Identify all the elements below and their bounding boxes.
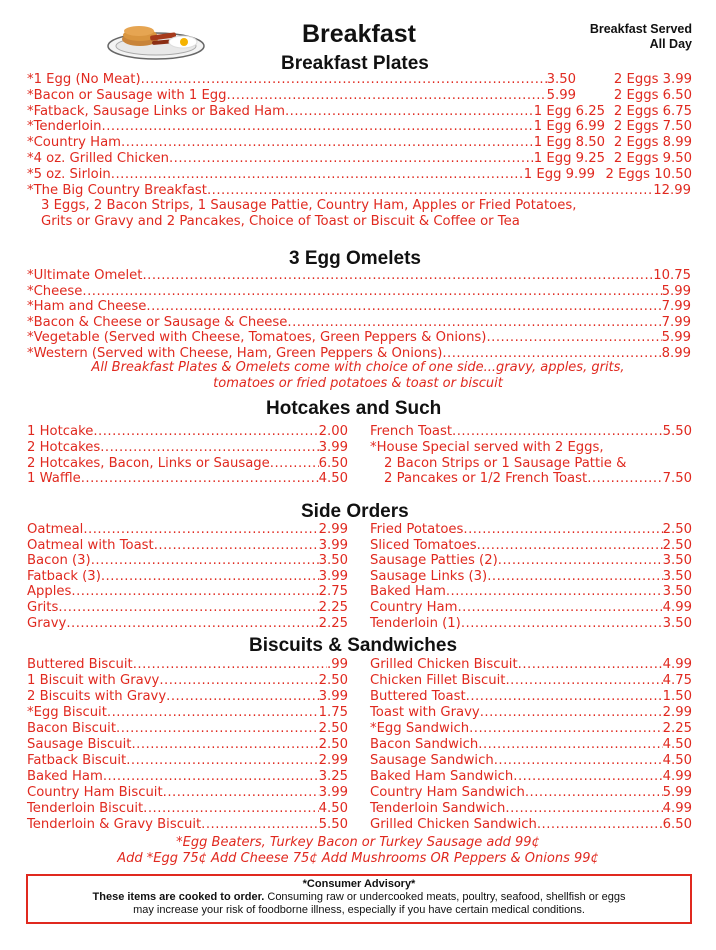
leader-dots <box>466 689 663 705</box>
plate-item-2-eggs-price: 2 Eggs 8.99 <box>613 135 692 151</box>
leader-dots <box>93 424 318 440</box>
leader-dots <box>66 616 318 632</box>
item-name: Country Ham Biscuit <box>27 785 163 800</box>
plate-item-2-eggs-price: 2 Eggs 10.50 <box>605 166 692 182</box>
item-price: 3.99 <box>318 689 348 704</box>
item-price: 1 Egg 9.99 <box>523 166 595 182</box>
leader-dots <box>463 522 662 538</box>
leader-dots <box>103 769 319 785</box>
biscuits-note-2: Add *Egg 75¢ Add Cheese 75¢ Add Mushrooms OR Peppers & Onions 99¢ <box>117 851 599 866</box>
leader-dots <box>587 471 662 487</box>
item-price: 5.99 <box>661 330 691 346</box>
served-note <box>590 22 692 52</box>
house-special-line-1: *House Special served with 2 Eggs, <box>370 440 604 455</box>
advisory-text1: Consuming raw or undercooked meats, poultry, seafood, shellfish or eggs <box>264 891 626 903</box>
item-name: 1 Biscuit with Gravy <box>27 673 160 688</box>
side-item <box>27 616 348 632</box>
leader-dots <box>107 705 319 721</box>
side-item <box>27 553 348 569</box>
biscuit-item <box>27 817 348 833</box>
item-price: 2.50 <box>662 522 692 537</box>
french-toast-item <box>370 424 692 440</box>
consumer-advisory <box>26 874 692 924</box>
leader-dots <box>285 104 534 120</box>
item-name: Country Ham Sandwich <box>370 785 525 800</box>
item-name: 2 Hotcakes, Bacon, Links or Sausage <box>27 455 270 471</box>
item-name: Baked Ham <box>370 584 446 600</box>
biscuit-item <box>27 689 348 705</box>
item-name: *Fatback, Sausage Links or Baked Ham <box>27 103 285 119</box>
house-special-line-2: 2 Bacon Strips or 1 Sausage Pattie & <box>384 455 627 471</box>
side-item <box>27 569 348 585</box>
biscuit-item <box>27 737 348 753</box>
item-price: 1 Egg 6.99 <box>533 119 605 135</box>
item-price: 4.50 <box>318 471 348 487</box>
leader-dots <box>270 456 319 472</box>
item-name: Bacon Sandwich <box>370 737 479 752</box>
item-price: 7.99 <box>661 299 691 315</box>
hotcake-item <box>27 440 348 456</box>
side-item <box>370 569 692 585</box>
item-price: 6.50 <box>662 817 692 832</box>
item-name: Oatmeal with Toast <box>27 537 154 553</box>
item-name: Fatback (3) <box>27 568 101 584</box>
item-name: *Cheese <box>27 283 83 299</box>
item-name: French Toast <box>370 424 453 439</box>
leader-dots <box>457 600 662 616</box>
house-special-line-3 <box>384 471 692 487</box>
side-item <box>27 538 348 554</box>
leader-dots <box>131 737 318 753</box>
item-name: Chicken Fillet Biscuit <box>370 673 506 688</box>
item-name: 2 Pancakes or 1/2 French Toast <box>384 471 588 487</box>
item-price: 2.25 <box>662 721 692 736</box>
leader-dots <box>166 689 318 705</box>
item-name: Buttered Toast <box>370 689 466 704</box>
item-price: 5.50 <box>662 424 692 439</box>
item-name: *Ham and Cheese <box>27 299 147 315</box>
item-name: *5 oz. Sirloin <box>27 166 111 182</box>
biscuit-item <box>27 753 348 769</box>
plate-item-2-eggs-price: 2 Eggs 6.50 <box>613 87 692 103</box>
item-price: 5.99 <box>661 283 691 299</box>
item-price: 4.50 <box>318 801 348 816</box>
leader-dots <box>143 801 318 817</box>
sandwich-item <box>370 737 692 753</box>
biscuit-item <box>27 705 348 721</box>
item-price: 2.50 <box>318 737 348 752</box>
item-name: *Western (Served with Cheese, Ham, Green Peppers & Onions) <box>27 346 443 361</box>
item-price: 1 Egg 6.25 <box>533 103 605 119</box>
leader-dots <box>207 183 653 199</box>
section-title-plates: Breakfast Plates <box>281 53 429 74</box>
item-price: 4.99 <box>662 600 692 615</box>
leader-dots <box>486 330 661 346</box>
hotcake-item <box>27 471 348 487</box>
item-name: 2 Hotcakes <box>27 439 101 455</box>
item-price: 2.99 <box>318 753 348 768</box>
leader-dots <box>478 737 662 753</box>
item-price: 3.50 <box>662 568 692 584</box>
omelet-item <box>27 299 691 315</box>
item-name: Bacon Biscuit <box>27 721 117 736</box>
leader-dots <box>116 721 319 737</box>
sandwich-item <box>370 705 692 721</box>
item-price: 3.99 <box>318 568 348 584</box>
leader-dots <box>513 769 662 785</box>
item-name: Tenderloin Biscuit <box>27 801 144 816</box>
item-price: 2.00 <box>318 424 348 439</box>
leader-dots <box>498 553 663 569</box>
omelets-note-2: tomatoes or fried potatoes & toast or biscuit <box>213 376 503 391</box>
leader-dots <box>82 284 661 300</box>
big-country-row <box>27 183 691 199</box>
sandwich-item <box>370 689 692 705</box>
leader-dots <box>169 151 534 167</box>
side-item <box>370 600 692 616</box>
item-price: 12.99 <box>653 182 691 198</box>
leader-dots <box>227 88 547 104</box>
omelet-item <box>27 268 691 284</box>
item-name: Bacon (3) <box>27 553 91 569</box>
side-item <box>27 600 348 616</box>
item-name: *Vegetable (Served with Cheese, Tomatoes, Green Peppers & Onions) <box>27 330 487 346</box>
section-title-sides: Side Orders <box>301 501 409 522</box>
leader-dots <box>142 268 653 284</box>
leader-dots <box>58 600 318 616</box>
big-country-desc-1: 3 Eggs, 2 Bacon Strips, 1 Sausage Pattie, Country Ham, Apples or Fried Potatoes, <box>41 198 577 214</box>
item-price: 4.50 <box>662 737 692 752</box>
side-item <box>27 522 348 538</box>
leader-dots <box>505 801 662 817</box>
item-name: Fatback Biscuit <box>27 753 127 768</box>
leader-dots <box>518 657 663 673</box>
page-title: Breakfast <box>302 20 416 48</box>
item-price: 4.99 <box>662 657 692 672</box>
sandwich-item <box>370 721 692 737</box>
section-title-biscuits: Biscuits & Sandwiches <box>249 635 458 656</box>
item-price: 1.75 <box>318 705 348 720</box>
item-price: 4.99 <box>662 801 692 816</box>
item-price: 4.50 <box>662 753 692 768</box>
plate-item-2-eggs-price: 2 Eggs 3.99 <box>613 72 692 87</box>
leader-dots <box>480 705 663 721</box>
leader-dots <box>487 569 662 585</box>
leader-dots <box>121 135 534 151</box>
plate-item <box>27 119 605 135</box>
leader-dots <box>146 299 661 315</box>
item-price: 3.99 <box>318 785 348 800</box>
item-name: Buttered Biscuit <box>27 657 133 672</box>
item-name: Country Ham <box>370 600 458 615</box>
side-item <box>370 553 692 569</box>
item-price: 10.75 <box>653 268 691 283</box>
item-name: Sausage Patties (2) <box>370 553 498 569</box>
sandwich-item <box>370 673 692 689</box>
item-price: 2.75 <box>318 584 348 600</box>
item-name: Grits <box>27 600 59 615</box>
item-price: 7.99 <box>661 314 691 330</box>
leader-dots <box>505 673 662 689</box>
sandwich-item <box>370 785 692 801</box>
leader-dots <box>101 569 319 585</box>
biscuit-item <box>27 769 348 785</box>
leader-dots <box>461 616 663 632</box>
sandwich-item <box>370 817 692 833</box>
leader-dots <box>111 167 524 183</box>
omelet-item <box>27 315 691 331</box>
leader-dots <box>163 785 319 801</box>
item-price: 1.50 <box>662 689 692 704</box>
sandwich-item <box>370 753 692 769</box>
item-name: *4 oz. Grilled Chicken <box>27 151 169 166</box>
leader-dots <box>477 538 663 554</box>
item-price: 2.50 <box>318 673 348 688</box>
biscuits-note-1: *Egg Beaters, Turkey Bacon or Turkey Sausage add 99¢ <box>176 835 540 850</box>
item-name: Toast with Gravy <box>370 705 480 720</box>
item-name: *Egg Sandwich <box>370 721 470 736</box>
item-price: 2.99 <box>318 522 348 537</box>
item-name: Gravy <box>27 615 67 631</box>
item-price: 2.25 <box>318 615 348 631</box>
side-item <box>370 584 692 600</box>
plate-item-2-eggs-price: 2 Eggs 9.50 <box>613 151 692 166</box>
breakfast-plate-icon <box>106 14 206 60</box>
plate-item <box>27 167 595 183</box>
hotcake-item <box>27 456 348 472</box>
item-price: 3.50 <box>662 615 692 631</box>
plate-item <box>27 135 605 151</box>
leader-dots <box>91 553 319 569</box>
side-item <box>370 522 692 538</box>
section-title-hotcakes: Hotcakes and Such <box>266 398 442 419</box>
item-name: Sausage Sandwich <box>370 753 494 768</box>
item-name: Sausage Biscuit <box>27 737 132 752</box>
omelet-item <box>27 330 691 346</box>
item-name: 2 Biscuits with Gravy <box>27 689 167 704</box>
item-price: 3.50 <box>662 553 692 569</box>
item-name: Baked Ham <box>27 769 103 784</box>
item-price: 2.50 <box>662 537 692 553</box>
omelet-item <box>27 284 691 300</box>
item-price: 5.50 <box>318 817 348 832</box>
side-item <box>370 538 692 554</box>
leader-dots <box>141 72 547 88</box>
plate-item <box>27 104 605 120</box>
leader-dots <box>201 817 318 833</box>
item-price: 3.50 <box>546 72 576 87</box>
biscuit-item <box>27 801 348 817</box>
advisory-title: *Consumer Advisory* <box>302 878 416 890</box>
leader-dots <box>537 817 663 833</box>
item-price: .99 <box>327 657 348 672</box>
plate-item <box>27 88 576 104</box>
item-price: 3.50 <box>662 584 692 600</box>
leader-dots <box>102 119 534 135</box>
leader-dots <box>81 471 319 487</box>
served-line1: Breakfast Served <box>589 22 692 36</box>
sandwich-item <box>370 769 692 785</box>
item-price: 1 Egg 8.50 <box>533 135 605 151</box>
item-name: *Bacon & Cheese or Sausage & Cheese <box>27 314 288 330</box>
item-price: 1 Egg 9.25 <box>533 151 605 166</box>
item-name: *1 Egg (No Meat) <box>27 72 141 87</box>
item-name: Baked Ham Sandwich <box>370 769 514 784</box>
item-name: *Country Ham <box>27 135 122 151</box>
leader-dots <box>83 522 318 538</box>
side-item <box>370 616 692 632</box>
leader-dots <box>159 673 318 689</box>
item-price: 3.50 <box>318 553 348 569</box>
leader-dots <box>154 538 319 554</box>
item-name: Tenderloin Sandwich <box>370 801 506 816</box>
advisory-line1 <box>28 891 690 904</box>
item-price: 4.75 <box>662 673 692 688</box>
item-price: 4.99 <box>662 769 692 784</box>
item-price: 8.99 <box>661 346 691 361</box>
item-price: 2.99 <box>662 705 692 720</box>
biscuit-item <box>27 673 348 689</box>
item-name: 1 Waffle <box>27 471 81 487</box>
item-name: Apples <box>27 584 72 600</box>
item-name: Grilled Chicken Biscuit <box>370 657 518 672</box>
item-price: 3.25 <box>318 769 348 784</box>
item-name: Tenderloin & Gravy Biscuit <box>27 817 202 832</box>
served-line2: All Day <box>649 37 692 51</box>
item-name: *Egg Biscuit <box>27 705 107 720</box>
biscuit-item <box>27 785 348 801</box>
leader-dots <box>469 721 663 737</box>
leader-dots <box>525 785 663 801</box>
plate-item <box>27 72 576 88</box>
big-country-desc-2: Grits or Gravy and 2 Pancakes, Choice of Toast or Biscuit & Coffee or Tea <box>41 214 520 230</box>
item-name: Sliced Tomatoes <box>370 537 477 553</box>
item-name: *Ultimate Omelet <box>27 268 143 283</box>
item-price: 6.50 <box>318 455 348 471</box>
item-name: *Tenderloin <box>27 119 102 135</box>
advisory-bold: These items are cooked to order. <box>92 891 265 903</box>
omelets-note-1: All Breakfast Plates & Omelets come with choice of one side...gravy, apples, grits, <box>91 360 625 375</box>
leader-dots <box>133 657 327 673</box>
leader-dots <box>126 753 318 769</box>
item-name: *The Big Country Breakfast <box>27 182 207 198</box>
biscuit-item <box>27 721 348 737</box>
item-name: Fried Potatoes <box>370 522 464 537</box>
sandwich-item <box>370 801 692 817</box>
leader-dots <box>446 584 663 600</box>
section-title-omelets: 3 Egg Omelets <box>289 248 421 269</box>
item-price: 3.99 <box>318 439 348 455</box>
item-name: Oatmeal <box>27 522 84 537</box>
sandwich-item <box>370 657 692 673</box>
item-price: 5.99 <box>546 87 576 103</box>
leader-dots <box>452 424 663 440</box>
item-name: Sausage Links (3) <box>370 568 488 584</box>
item-name: Tenderloin (1) <box>370 615 461 631</box>
item-price: 7.50 <box>662 471 692 487</box>
leader-dots <box>287 315 661 331</box>
plate-item <box>27 151 605 167</box>
advisory-line2: may increase your risk of foodborne illness, especially if you have certain medical conditions. <box>133 904 585 916</box>
leader-dots <box>494 753 663 769</box>
biscuit-item <box>27 657 348 673</box>
item-price: 5.99 <box>662 785 692 800</box>
item-price: 3.99 <box>318 537 348 553</box>
item-name: 1 Hotcake <box>27 424 94 439</box>
plate-item-2-eggs-price: 2 Eggs 6.75 <box>613 103 692 119</box>
item-price: 2.25 <box>318 600 348 615</box>
leader-dots <box>100 440 318 456</box>
item-name: *Bacon or Sausage with 1 Egg <box>27 87 227 103</box>
hotcake-item <box>27 424 348 440</box>
side-item <box>27 584 348 600</box>
item-price: 2.50 <box>318 721 348 736</box>
plate-item-2-eggs-price: 2 Eggs 7.50 <box>613 119 692 135</box>
leader-dots <box>71 584 318 600</box>
item-name: Grilled Chicken Sandwich <box>370 817 537 832</box>
